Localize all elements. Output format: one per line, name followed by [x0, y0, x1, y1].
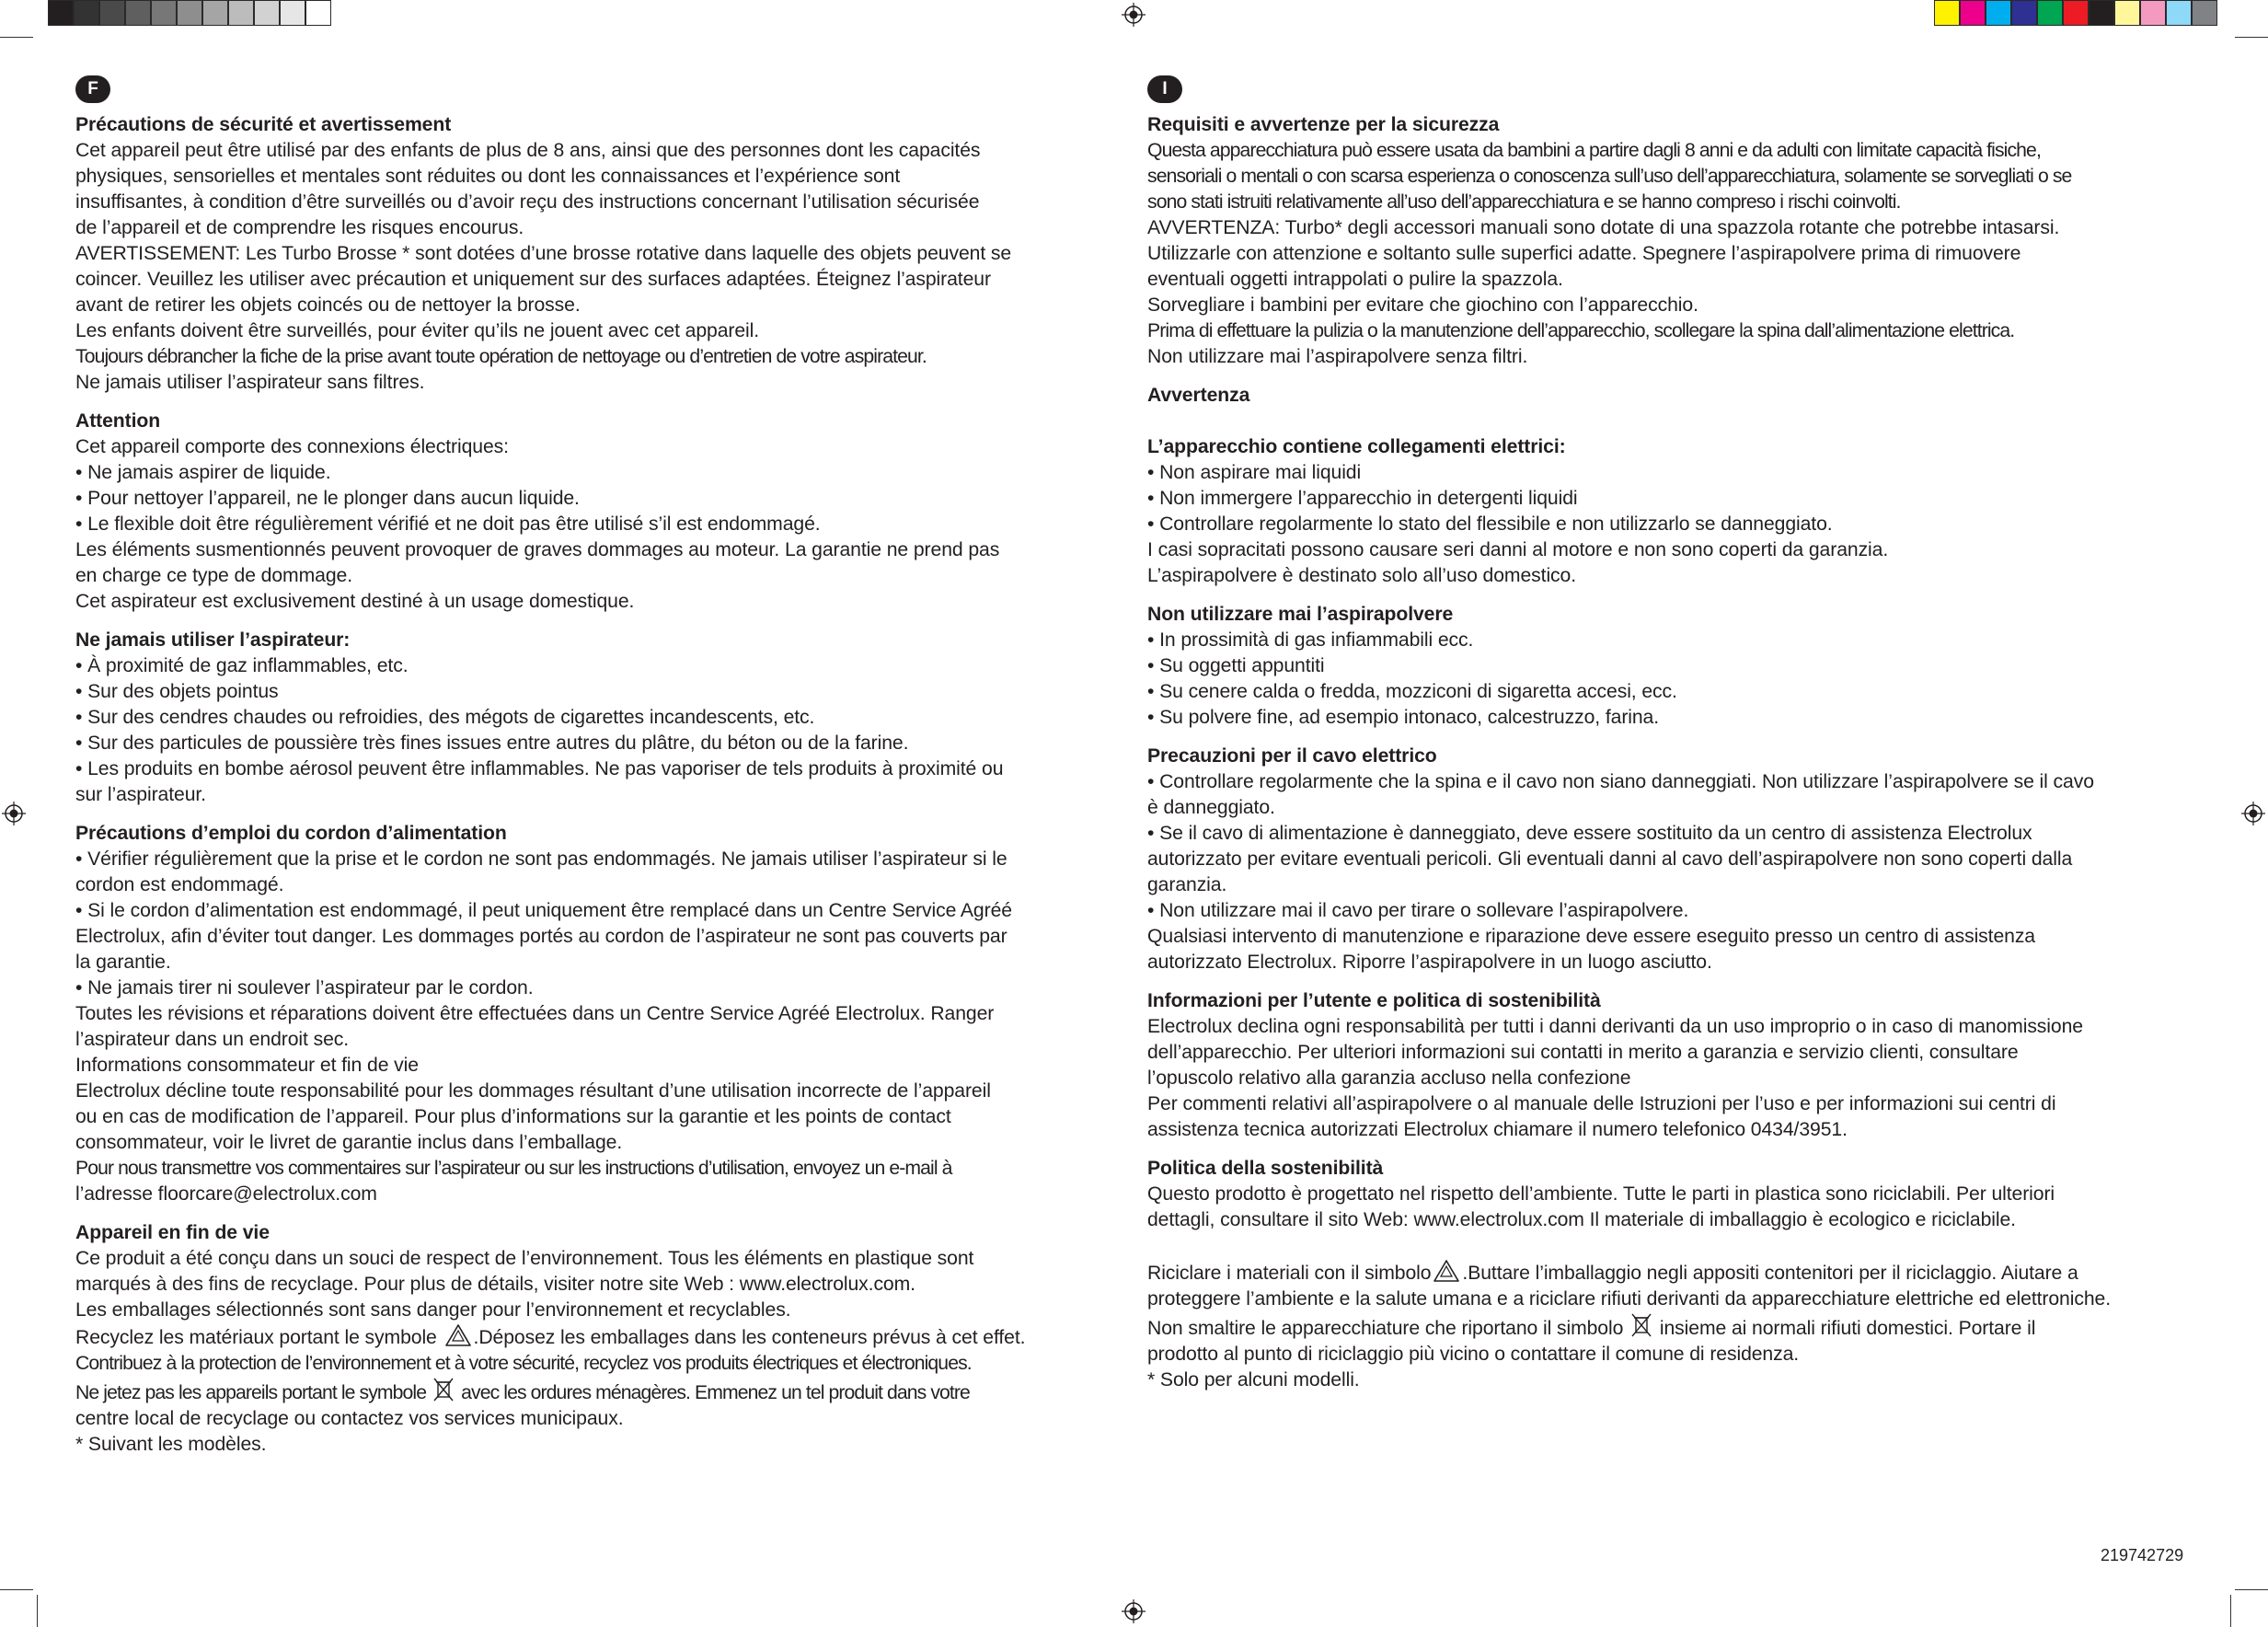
section-heading: L’apparecchio contiene collegamenti elettrici: [1147, 436, 1566, 457]
gray-swatch [202, 0, 228, 26]
section-heading: Ne jamais utiliser l’aspirateur: [75, 629, 351, 651]
text-line: Cet appareil comporte des connexions électriques: [75, 436, 509, 457]
crop-mark [0, 37, 33, 38]
text-line: Ce produit a été conçu dans un souci de respect de l’environnement. Tous les éléments en plastique sont [75, 1248, 974, 1269]
gray-swatch [254, 0, 280, 26]
text-line [75, 1377, 1124, 1406]
list-item: • In prossimità di gas infiammabili ecc. [1147, 629, 1474, 651]
color-swatch [2037, 0, 2063, 26]
it-power-cord-section [1147, 744, 2205, 975]
gray-swatch [48, 0, 74, 26]
it-never-use-section [1147, 602, 2205, 731]
text-line: è danneggiato. [1147, 797, 1275, 818]
list-item: • Si le cordon d’alimentation est endommagé, il peut uniquement être remplacé dans un Centre Service Agréé [75, 900, 1012, 921]
section-heading: Politica della sostenibilità [1147, 1158, 1384, 1179]
color-calibration-bar [1934, 0, 2217, 28]
crop-mark [2235, 37, 2268, 38]
section-heading: Attention [75, 410, 161, 432]
text-line: Cet aspirateur est exclusivement destiné à un usage domestique. [75, 591, 635, 612]
color-swatch [2140, 0, 2166, 26]
section-heading: Informazioni per l’utente e politica di sostenibilità [1147, 990, 1601, 1011]
text-line: Cet appareil peut être utilisé par des enfants de plus de 8 ans, ainsi que des personnes dont les capacités [75, 140, 981, 161]
crop-mark [37, 1595, 38, 1627]
text-line: Toujours débrancher la fiche de la prise avant toute opération de nettoyage ou d’entretien de votre aspirateur. [75, 346, 927, 367]
it-user-info-section [1147, 988, 2205, 1143]
color-swatch [2192, 0, 2217, 26]
french-column [75, 75, 1124, 1471]
text-line: centre local de recyclage ou contactez vos services municipaux. [75, 1408, 624, 1429]
text-line: assistenza tecnica autorizzati Electrolux chiamare il numero telefonico 0434/3951. [1147, 1119, 1848, 1140]
text-line: de l’appareil et de comprendre les risques encourus. [75, 217, 524, 238]
text-line: autorizzato per evitare eventuali pericoli. Gli eventuali danni al cavo dell’aspirapolvere non sono coperti dalla [1147, 848, 2073, 870]
it-safety-section [1147, 112, 2205, 370]
color-swatch [1934, 0, 1960, 26]
text-line: Qualsiasi intervento di manutenzione e riparazione deve essere eseguito presso un centro di assistenza [1147, 926, 2035, 947]
gray-swatch [280, 0, 305, 26]
color-swatch [2166, 0, 2192, 26]
fr-never-use-section [75, 628, 1124, 808]
text-line: I casi sopracitati possono causare seri danni al motore e non sono coperti da garanzia. [1147, 539, 1889, 560]
fr-attention-section [75, 409, 1124, 615]
text-line: Pour nous transmettre vos commentaires sur l’aspirateur ou sur les instructions d’utilisation, envoyez un e-mail à [75, 1158, 952, 1179]
gray-swatch [177, 0, 202, 26]
fr-end-of-life-section [75, 1220, 1124, 1458]
registration-mark-icon [2, 802, 26, 825]
text-line: Informations consommateur et fin de vie [75, 1055, 419, 1076]
color-swatch [1986, 0, 2011, 26]
text-line: la garantie. [75, 952, 171, 973]
crossed-out-bin-icon [1630, 1312, 1652, 1338]
list-item: • Su cenere calda o fredda, mozziconi di sigaretta accesi, ecc. [1147, 681, 1677, 702]
text-line: Sorvegliare i bambini per evitare che giochino con l’apparecchio. [1147, 294, 1698, 316]
recycle-triangle-icon [444, 1323, 472, 1347]
text-line: Ne jamais utiliser l’aspirateur sans filtres. [75, 372, 425, 393]
text-line: dell’apparecchio. Per ulteriori informazioni sui contatti in merito a garanzia e servizio clienti, consultare [1147, 1042, 2019, 1063]
text-line: autorizzato Electrolux. Riporre l’aspirapolvere in un luogo asciutto. [1147, 952, 1712, 973]
crop-mark [2235, 1589, 2268, 1590]
text-line [1147, 1312, 2205, 1342]
text-line: Electrolux décline toute responsabilité pour les dommages résultant d’une utilisation incorrecte de l’appareil [75, 1080, 991, 1102]
gray-swatch [99, 0, 125, 26]
text-line: sensoriali o mentali o con scarsa esperienza o conoscenza sull’uso dell’apparecchiatura, solamente se sorvegliati o se [1147, 166, 2072, 187]
crop-mark [2230, 1595, 2231, 1627]
color-swatch [2089, 0, 2114, 26]
it-electrical-section [1147, 434, 2205, 589]
list-item: • Su polvere fine, ad esempio intonaco, calcestruzzo, farina. [1147, 707, 1660, 728]
gray-swatch [151, 0, 177, 26]
color-swatch [2063, 0, 2089, 26]
text-line: cordon est endommagé. [75, 874, 284, 895]
language-badge-french: F [75, 75, 110, 103]
text-line: Questo prodotto è progettato nel rispetto dell’ambiente. Tutte le parti in plastica sono riciclabili. Per ulteriori [1147, 1183, 2055, 1205]
section-heading: Appareil en fin de vie [75, 1222, 270, 1243]
text-line: en charge ce type de dommage. [75, 565, 352, 586]
text-line: insuffisantes, à condition d’être surveillés ou d’avoir reçu des instructions concernant l’utilisation sécurisée [75, 191, 980, 213]
list-item: • Vérifier régulièrement que la prise et le cordon ne sont pas endommagés. Ne jamais utiliser l’aspirateur si le [75, 848, 1007, 870]
text-line: prodotto al punto di riciclaggio più vicino o contattare il comune di residenza. [1147, 1344, 1800, 1365]
text-line: L’aspirapolvere è destinato solo all’uso domestico. [1147, 565, 1577, 586]
text-line: consommateur, voir le livret de garantie inclus dans l’emballage. [75, 1132, 623, 1153]
text-line: Electrolux, afin d’éviter tout danger. Les dommages portés au cordon de l’aspirateur ne sont pas couverts par [75, 926, 1007, 947]
list-item: • Sur des cendres chaudes ou refroidies, des mégots de cigarettes incandescents, etc. [75, 707, 815, 728]
list-item: • Sur des objets pointus [75, 681, 279, 702]
text-line: avant de retirer les objets coincés ou de nettoyer la brosse. [75, 294, 581, 316]
registration-mark-icon [1122, 1599, 1146, 1623]
crossed-out-bin-icon [432, 1377, 455, 1402]
text-line: coincer. Veuillez les utiliser avec précaution et uniquement sur des surfaces adaptées. Éteignez l’aspirateur [75, 269, 991, 290]
color-swatch [1960, 0, 1986, 26]
text-line: dettagli, consultare il sito Web: www.electrolux.com Il materiale di imballaggio è ecologico e riciclabile. [1147, 1209, 2016, 1230]
list-item: • Controllare regolarmente che la spina e il cavo non siano danneggiati. Non utilizzare l’aspirapolvere se il cavo [1147, 771, 2094, 792]
text-line: ou en cas de modification de l’appareil. Pour plus d’informations sur la garantie et les points de contact [75, 1106, 951, 1127]
list-item: • Non utilizzare mai il cavo per tirare o sollevare l’aspirapolvere. [1147, 900, 1689, 921]
recycle-triangle-icon [1433, 1259, 1460, 1283]
recycle-text-after: .Buttare l’imballaggio negli appositi contenitori per il riciclaggio. Aiutare a [1462, 1263, 2078, 1284]
recycle-text-before: Recyclez les matériaux portant le symbole [75, 1327, 437, 1348]
recycle-text-before: Riciclare i materiali con il simbolo [1147, 1263, 1432, 1284]
text-line: Per commenti relativi all’aspirapolvere o al manuale delle Istruzioni per l’uso e per informazioni sui centri di [1147, 1093, 2056, 1114]
text-line: proteggere l’ambiente e la salute umana e a riciclare rifiuti derivanti da apparecchiature elettriche ed elettroniche. [1147, 1288, 2111, 1310]
text-line: garanzia. [1147, 874, 1227, 895]
section-heading: Précautions de sécurité et avertissement [75, 114, 452, 135]
language-badge-italian: I [1147, 75, 1182, 103]
text-line: Les emballages sélectionnés sont sans danger pour l’environnement et recyclables. [75, 1299, 791, 1321]
section-heading: Requisiti e avvertenze per la sicurezza [1147, 114, 1500, 135]
text-line: Prima di effettuare la pulizia o la manutenzione dell’apparecchio, scollegare la spina dall’alimentazione elettrica. [1147, 320, 2015, 341]
list-item: • Non immergere l’apparecchio in detergenti liquidi [1147, 488, 1578, 509]
text-line: AVERTISSEMENT: Les Turbo Brosse * sont dotées d’une brosse rotative dans laquelle des objets peuvent se [75, 243, 1012, 264]
it-sustainability-section [1147, 1156, 2205, 1393]
list-item: • Controllare regolarmente lo stato del flessibile e non utilizzarlo se danneggiato. [1147, 513, 1833, 535]
weee-text-before: Non smaltire le apparecchiature che riportano il simbolo [1147, 1318, 1624, 1339]
fr-safety-section [75, 112, 1124, 396]
text-line: Questa apparecchiatura può essere usata da bambini a partire dagli 8 anni e da adulti con limitate capacità fisiche, [1147, 140, 2041, 161]
list-item: • Pour nettoyer l’appareil, ne le plonger dans aucun liquide. [75, 488, 580, 509]
text-line: sur l’aspirateur. [75, 784, 206, 805]
list-item: • Se il cavo di alimentazione è danneggiato, deve essere sostituito da un centro di assistenza Electrolux [1147, 823, 2032, 844]
text-line [1147, 1259, 2205, 1287]
text-line: Toutes les révisions et réparations doivent être effectuées dans un Centre Service Agréé Electrolux. Ranger [75, 1003, 995, 1024]
text-line: Les éléments susmentionnés peuvent provoquer de graves dommages au moteur. La garantie ne prend pas [75, 539, 1000, 560]
list-item: • Sur des particules de poussière très fines issues entre autres du plâtre, du béton ou de la farine. [75, 733, 909, 754]
document-number: 219742729 [2101, 1546, 2184, 1564]
text-line: physiques, sensorielles et mentales sont réduites ou dont les connaissances et l’expérience sont [75, 166, 901, 187]
crop-mark [0, 1589, 33, 1590]
it-warning-section [1147, 383, 2205, 409]
color-swatch [2011, 0, 2037, 26]
text-line: l’aspirateur dans un endroit sec. [75, 1029, 350, 1050]
text-line: Contribuez à la protection de l’environnement et à votre sécurité, recyclez vos produits électriques et électroniques. [75, 1353, 972, 1374]
text-line: l’opuscolo relativo alla garanzia accluso nella confezione [1147, 1067, 1631, 1089]
list-item: • Non aspirare mai liquidi [1147, 462, 1362, 483]
registration-mark-icon [2241, 802, 2265, 825]
text-line: sono stati istruiti relativamente all’uso dell’apparecchiatura e se hanno compreso i rischi coinvolti. [1147, 191, 1901, 213]
grayscale-calibration-bar [48, 0, 331, 28]
text-line: Utilizzarle con attenzione e soltanto sulle superfici adatte. Spegnere l’aspirapolvere prima di rimuovere [1147, 243, 2021, 264]
weee-text-before: Ne jetez pas les appareils portant le symbole [75, 1382, 427, 1403]
registration-mark-icon [1122, 3, 1146, 27]
section-heading: Avvertenza [1147, 385, 1250, 406]
gray-swatch [228, 0, 254, 26]
list-item: • À proximité de gaz inflammables, etc. [75, 655, 409, 676]
text-line: * Suivant les modèles. [75, 1434, 267, 1455]
spacer [1147, 1233, 2205, 1259]
gray-swatch [305, 0, 331, 26]
text-line: Les enfants doivent être surveillés, pour éviter qu’ils ne jouent avec cet appareil. [75, 320, 760, 341]
list-item: • Su oggetti appuntiti [1147, 655, 1325, 676]
list-item: • Ne jamais tirer ni soulever l’aspirateur par le cordon. [75, 977, 534, 998]
gray-swatch [125, 0, 151, 26]
text-line: l’adresse floorcare@electrolux.com [75, 1183, 377, 1205]
text-line: AVVERTENZA: Turbo* degli accessori manuali sono dotate di una spazzola rotante che potrebbe intasarsi. [1147, 217, 2060, 238]
text-line [75, 1323, 1124, 1351]
fr-power-cord-section [75, 821, 1124, 1207]
weee-text-after: avec les ordures ménagères. Emmenez un tel produit dans votre [461, 1382, 970, 1403]
list-item: • Les produits en bombe aérosol peuvent être inflammables. Ne pas vaporiser de tels produits à proximité ou [75, 758, 1004, 779]
list-item: • Le flexible doit être régulièrement vérifié et ne doit pas être utilisé s’il est endommagé. [75, 513, 821, 535]
text-line: eventuali oggetti intrappolati o pulire la spazzola. [1147, 269, 1563, 290]
text-line: Non utilizzare mai l’aspirapolvere senza filtri. [1147, 346, 1528, 367]
section-heading: Precauzioni per il cavo elettrico [1147, 745, 1437, 767]
text-line: marqués à des fins de recyclage. Pour plus de détails, visiter notre site Web : www.electrolux.com. [75, 1274, 915, 1295]
color-swatch [2114, 0, 2140, 26]
list-item: • Ne jamais aspirer de liquide. [75, 462, 331, 483]
gray-swatch [74, 0, 99, 26]
weee-text-after: insieme ai normali rifiuti domestici. Portare il [1659, 1318, 2036, 1339]
section-heading: Précautions d’emploi du cordon d’alimentation [75, 823, 507, 844]
section-heading: Non utilizzare mai l’aspirapolvere [1147, 604, 1454, 625]
recycle-text-after: .Déposez les emballages dans les conteneurs prévus à cet effet. [473, 1327, 1026, 1348]
text-line: * Solo per alcuni modelli. [1147, 1369, 1360, 1390]
italian-column [1147, 75, 2205, 1406]
text-line: Electrolux declina ogni responsabilità per tutti i danni derivanti da un uso improprio o in caso di manomissione [1147, 1016, 2083, 1037]
